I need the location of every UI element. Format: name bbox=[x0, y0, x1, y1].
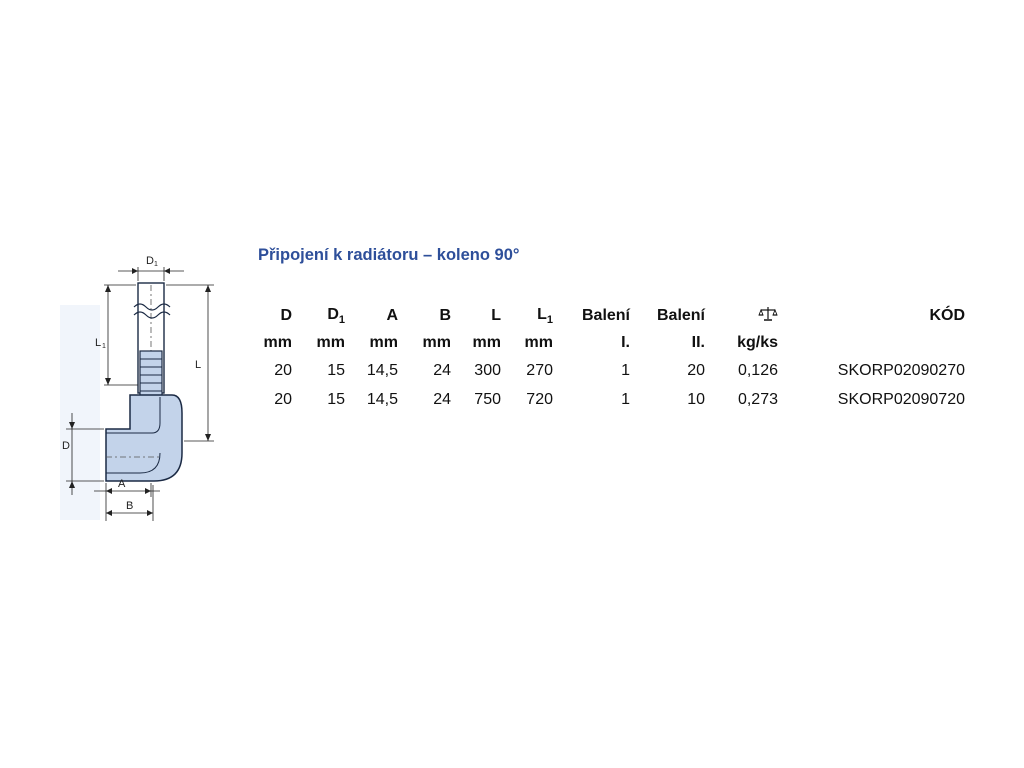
cell-kod: SKORP02090270 bbox=[837, 361, 965, 379]
header-b: B bbox=[439, 307, 451, 324]
header-a: A bbox=[386, 307, 398, 324]
drawing-background bbox=[60, 305, 100, 520]
header-baleni-1: Balení bbox=[581, 307, 630, 324]
elbow-body bbox=[106, 395, 182, 481]
cell-a: 14,5 bbox=[366, 390, 398, 408]
cell-b: 24 bbox=[433, 390, 451, 408]
header-l1: $L_1$ bbox=[537, 306, 553, 326]
fitting-technical-drawing bbox=[60, 245, 230, 530]
cell-baleni-2: 20 bbox=[687, 361, 705, 379]
cell-l1: 270 bbox=[526, 361, 553, 379]
unit-d1: mm bbox=[316, 334, 345, 351]
cell-weight: 0,126 bbox=[737, 361, 778, 379]
cell-weight: 0,273 bbox=[737, 390, 778, 408]
unit-baleni-1: I. bbox=[621, 334, 630, 351]
unit-d: mm bbox=[263, 334, 292, 351]
cell-l: 750 bbox=[474, 390, 501, 408]
cell-d1: 15 bbox=[327, 361, 345, 379]
l1-label: L bbox=[95, 337, 102, 349]
elbow-fitting-drawing bbox=[60, 245, 230, 530]
d1-label: D bbox=[146, 255, 154, 267]
l1-label-sub: 1 bbox=[102, 343, 106, 350]
cell-baleni-1: 1 bbox=[621, 361, 630, 379]
unit-b: mm bbox=[422, 334, 451, 351]
unit-l1: mm bbox=[524, 334, 553, 351]
header-kod: KÓD bbox=[929, 307, 965, 324]
cell-b: 24 bbox=[433, 361, 451, 379]
unit-baleni-2: II. bbox=[691, 334, 705, 351]
cell-l: 300 bbox=[474, 361, 501, 379]
product-title: Připojení k radiátoru – koleno 90° bbox=[258, 246, 520, 264]
table-row bbox=[254, 356, 965, 385]
cell-d1: 15 bbox=[327, 390, 345, 408]
table-header-row bbox=[254, 302, 965, 330]
cell-d: 20 bbox=[274, 361, 292, 379]
b-label: B bbox=[126, 500, 134, 512]
unit-weight: kg/ks bbox=[737, 334, 778, 351]
d-label: D bbox=[62, 440, 70, 452]
cell-d: 20 bbox=[274, 390, 292, 408]
header-baleni-2: Balení bbox=[656, 307, 705, 324]
header-d1: $D_1$ bbox=[327, 306, 345, 326]
unit-kod bbox=[778, 330, 965, 356]
unit-l: mm bbox=[472, 334, 501, 351]
cell-kod: SKORP02090720 bbox=[837, 390, 965, 408]
a-label: A bbox=[118, 478, 126, 490]
l-label: L bbox=[195, 359, 202, 371]
header-l: L bbox=[491, 307, 501, 324]
header-d: D bbox=[280, 307, 292, 324]
d1-label-sub: 1 bbox=[154, 261, 158, 268]
scale-icon bbox=[758, 306, 778, 322]
cell-baleni-2: 10 bbox=[687, 390, 705, 408]
table-unit-row bbox=[254, 330, 965, 356]
unit-a: mm bbox=[369, 334, 398, 351]
cell-baleni-1: 1 bbox=[621, 390, 630, 408]
header-weight bbox=[705, 302, 778, 330]
table-row bbox=[254, 385, 965, 414]
spec-table bbox=[254, 302, 965, 414]
cell-l1: 720 bbox=[526, 390, 553, 408]
cell-a: 14,5 bbox=[366, 361, 398, 379]
